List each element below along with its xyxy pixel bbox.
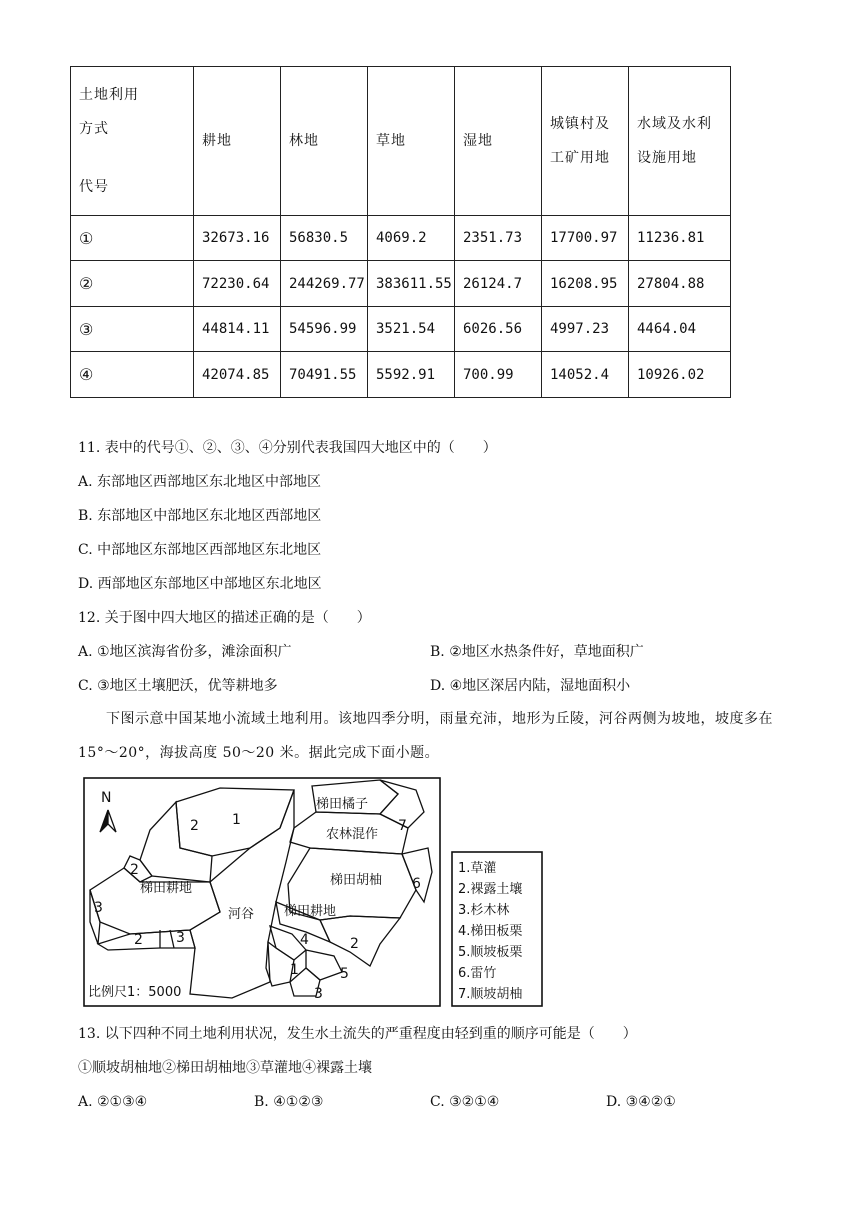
table-row (71, 352, 731, 398)
north-label: N (101, 790, 112, 806)
table-cell: 11236.81 (629, 215, 731, 261)
table-cell: 4069.2 (368, 215, 455, 261)
q11-option-d: D. 西部地区东部地区中部地区东北地区 (78, 576, 322, 592)
parcel-number: 6 (412, 876, 421, 892)
q12-option-b: B. ②地区水热条件好，草地面积广 (430, 644, 644, 660)
valley-parcel (190, 790, 294, 998)
q11-option-c: C. 中部地区东部地区西部地区东北地区 (78, 542, 322, 558)
table-row (71, 215, 731, 261)
table-cell: 700.99 (455, 352, 542, 398)
legend-item: 6.雷竹 (458, 966, 497, 981)
table-cell: 244269.77 (281, 261, 368, 307)
map-parcel (140, 802, 212, 882)
q13-stem: 13. 以下四种不同土地利用状况，发生水土流失的严重程度由轻到重的顺序可能是（ ） (78, 1026, 637, 1042)
q11-stem: 11. 表中的代号①、②、③、④分别代表我国四大地区中的（ ） (78, 440, 497, 456)
table-cell: 16208.95 (542, 261, 629, 307)
legend-item: 5.顺坡板栗 (458, 945, 523, 960)
parcel-number: 3 (94, 900, 103, 916)
map-parcel (306, 950, 342, 980)
q13-option-b: B. ④①②③ (254, 1094, 324, 1110)
watershed-land-use-map (80, 772, 546, 1012)
table-cell: 4997.23 (542, 306, 629, 352)
q13-items: ①顺坡胡柚地②梯田胡柚地③草灌地④裸露土壤 (78, 1060, 372, 1076)
table-cell: 17700.97 (542, 215, 629, 261)
parcel-number: 2 (350, 936, 359, 952)
row-code: ④ (71, 352, 194, 398)
table-cell: 5592.91 (368, 352, 455, 398)
parcel-number: 2 (130, 862, 139, 878)
legend-item: 2.裸露土壤 (458, 882, 523, 897)
map-frame (84, 778, 440, 1006)
legend-item: 3.杉木林 (458, 903, 510, 918)
intro-paragraph: 下图示意中国某地小流域土地利用。该地四季分明，雨量充沛，地形为丘陵，河谷两侧为坡地，坡度多在 15°～20°，海拔高度 50～20 米。据此完成下面小题。 (78, 711, 773, 761)
table-row (71, 261, 731, 307)
col-header-urban (542, 67, 629, 216)
q12-option-a: A. ①地区滨海省份多，滩涂面积广 (78, 644, 292, 660)
table-cell: 70491.55 (281, 352, 368, 398)
label-terrace-farmland-mid: 梯田耕地 (284, 904, 337, 919)
legend-item: 7.顺坡胡柚 (458, 987, 523, 1002)
label-terrace-pomelo: 梯田胡柚 (330, 873, 383, 888)
col-urban-l1: 城镇村及 (550, 115, 610, 132)
q13-option-c: C. ③②①④ (430, 1094, 500, 1110)
table-header-row (71, 67, 731, 216)
legend-item: 1.草灌 (458, 861, 497, 876)
parcel-number: 1 (290, 962, 299, 978)
table-cell: 26124.7 (455, 261, 542, 307)
label-terrace-orange: 梯田橘子 (316, 797, 369, 812)
table-cell: 383611.55 (368, 261, 455, 307)
q13-option-a: A. ②①③④ (78, 1094, 148, 1110)
table-cell: 54596.99 (281, 306, 368, 352)
map-parcel-divider (160, 930, 174, 948)
q12-stem: 12. 关于图中四大地区的描述正确的是（ ） (78, 610, 371, 626)
col-water-l1: 水域及水利 (637, 115, 712, 132)
q13-option-d: D. ③④②① (606, 1094, 676, 1110)
col-urban-l2: 工矿用地 (550, 149, 610, 166)
label-terrace-farmland-left: 梯田耕地 (140, 881, 193, 896)
legend-item: 4.梯田板栗 (458, 924, 523, 939)
corner-line2: 方式 (79, 120, 109, 137)
table-cell: 3521.54 (368, 306, 455, 352)
corner-line3: 代号 (79, 178, 109, 195)
table-cell: 32673.16 (194, 215, 281, 261)
row-code: ① (71, 215, 194, 261)
parcel-number: 5 (340, 966, 349, 982)
col-header-grassland: 草地 (368, 67, 455, 216)
parcel-number: 3 (314, 986, 323, 1002)
q12-option-d: D. ④地区深居内陆，湿地面积小 (430, 678, 631, 694)
land-use-table (70, 66, 731, 398)
row-code: ② (71, 261, 194, 307)
north-arrow-icon (100, 810, 116, 832)
table-cell: 6026.56 (455, 306, 542, 352)
map-parcel (90, 890, 100, 944)
table-cell: 10926.02 (629, 352, 731, 398)
map-parcel (320, 916, 400, 966)
corner-line1: 土地利用 (79, 86, 139, 103)
col-header-cropland: 耕地 (194, 67, 281, 216)
table-cell: 2351.73 (455, 215, 542, 261)
col-header-water (629, 67, 731, 216)
parcel-number: 4 (300, 932, 309, 948)
parcel-number: 3 (176, 930, 185, 946)
table-cell: 44814.11 (194, 306, 281, 352)
parcel-number: 1 (232, 812, 241, 828)
table-cell: 42074.85 (194, 352, 281, 398)
q11-option-b: B. 东部地区中部地区东北地区西部地区 (78, 508, 322, 524)
q11-option-a: A. 东部地区西部地区东北地区中部地区 (78, 474, 322, 490)
table-cell: 72230.64 (194, 261, 281, 307)
table-cell: 4464.04 (629, 306, 731, 352)
parcel-number: 2 (134, 932, 143, 948)
row-code: ③ (71, 306, 194, 352)
table-corner-header (71, 67, 194, 216)
table-cell: 14052.4 (542, 352, 629, 398)
map-parcel (402, 848, 432, 902)
col-header-forest: 林地 (281, 67, 368, 216)
col-header-wetland: 湿地 (455, 67, 542, 216)
parcel-number: 2 (190, 818, 199, 834)
table-row (71, 306, 731, 352)
parcel-number: 7 (398, 818, 407, 834)
table-cell: 56830.5 (281, 215, 368, 261)
label-agroforestry: 农林混作 (326, 827, 379, 842)
label-valley: 河谷 (228, 907, 255, 922)
col-water-l2: 设施用地 (637, 149, 697, 166)
table-cell: 27804.88 (629, 261, 731, 307)
map-scale: 比例尺1：5000 (88, 985, 182, 1000)
q12-option-c: C. ③地区土壤肥沃，优等耕地多 (78, 678, 278, 694)
